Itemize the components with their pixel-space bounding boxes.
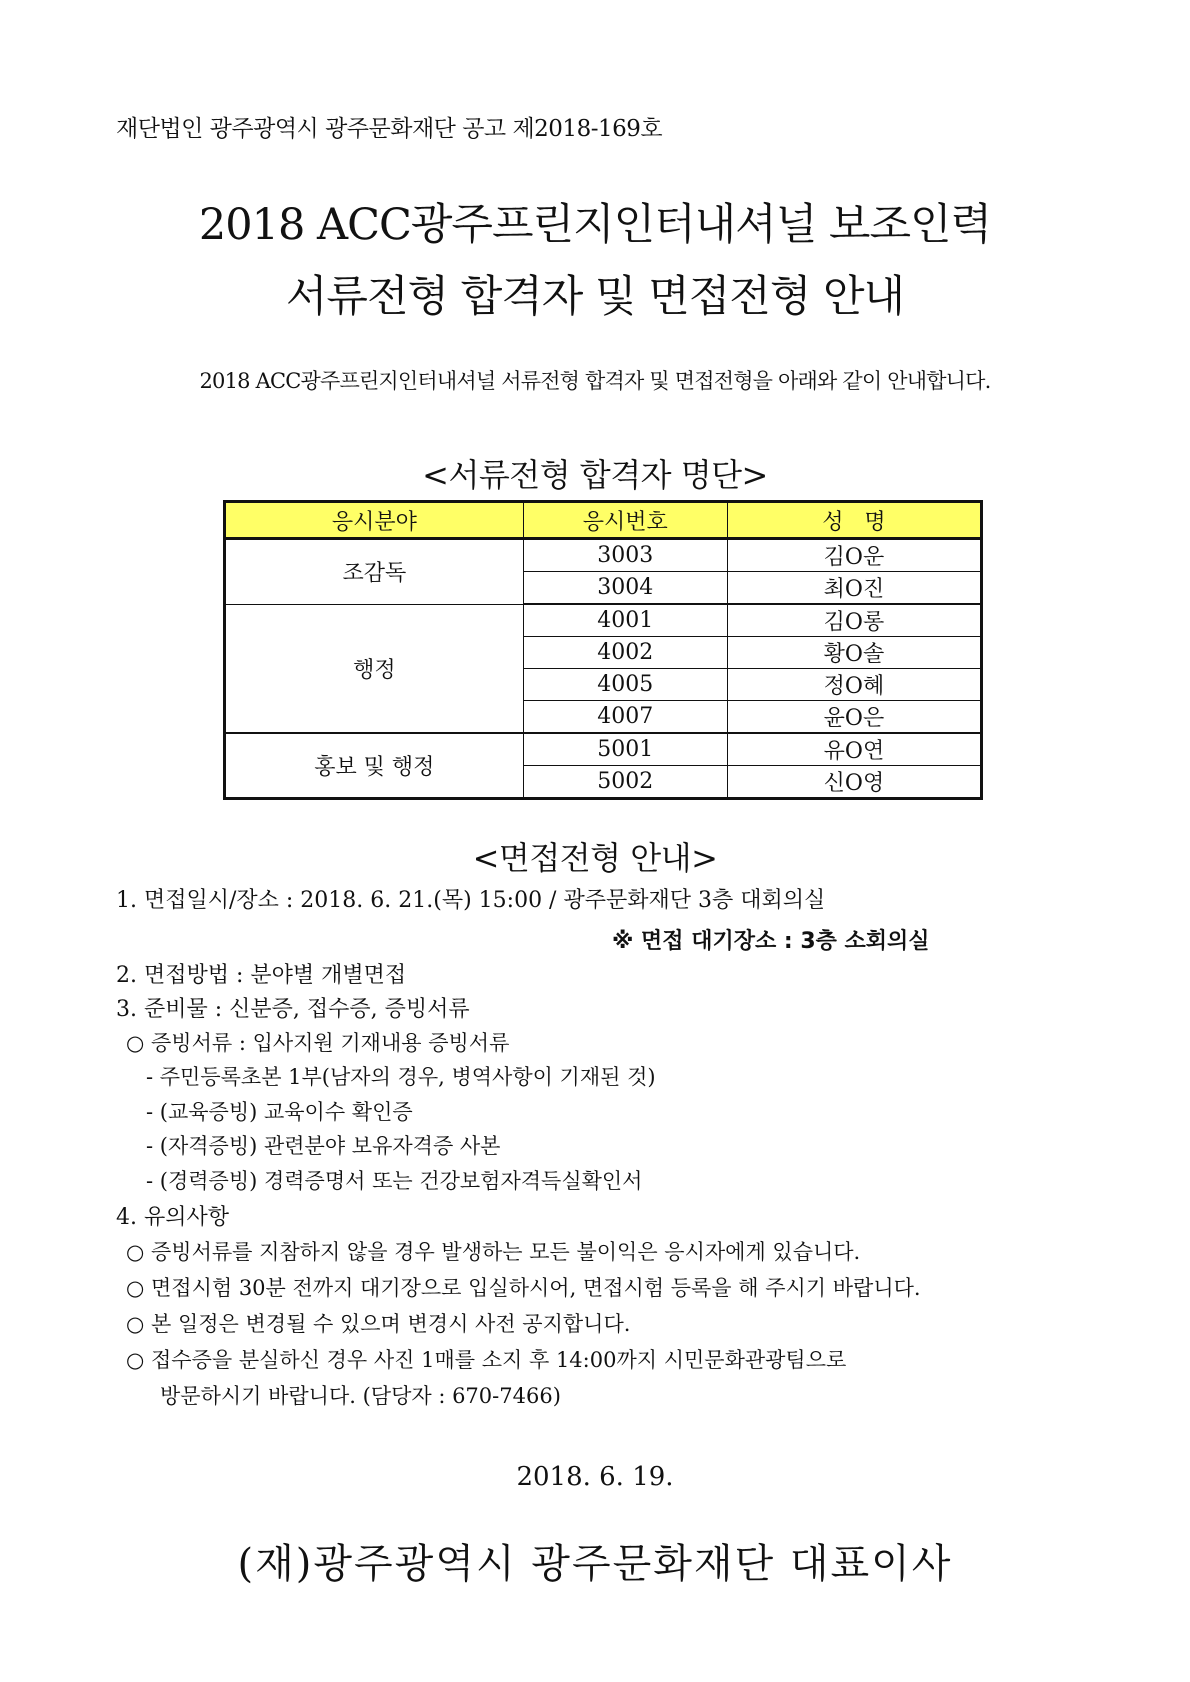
signature: (재)광주광역시 광주문화재단 대표이사 <box>237 1541 953 1587</box>
name-cell: 황O솔 <box>727 637 981 669</box>
header-field: 응시분야 <box>225 502 524 539</box>
note-3: ○ 본 일정은 변경될 수 있으며 변경시 사전 공지합니다. <box>126 1312 631 1336</box>
number-cell: 5001 <box>523 733 727 766</box>
interview-heading: <면접전형 안내> <box>472 839 718 877</box>
document-title-line-2: 서류전형 합격자 및 면접전형 안내 <box>285 272 905 322</box>
field-cell: 홍보 및 행정 <box>225 733 524 799</box>
name-cell: 최O진 <box>727 572 981 605</box>
item-notes: 4. 유의사항 <box>116 1205 229 1230</box>
number-cell: 3004 <box>523 572 727 605</box>
item-proof-docs: ○ 증빙서류 : 입사지원 기재내용 증빙서류 <box>126 1031 510 1055</box>
item-license-doc: - (자격증빙) 관련분야 보유자격증 사본 <box>146 1134 501 1158</box>
item-materials: 3. 준비물 : 신분증, 접수증, 증빙서류 <box>116 997 470 1022</box>
passer-table <box>223 500 983 800</box>
notice-date: 2018. 6. 19. <box>516 1462 674 1492</box>
item-education-doc: - (교육증빙) 교육이수 확인증 <box>146 1100 413 1124</box>
notice-number: 재단법인 광주광역시 광주문화재단 공고 제2018-169호 <box>116 116 663 142</box>
passer-list-heading: <서류전형 합격자 명단> <box>422 456 768 494</box>
note-4-cont: 방문하시기 바랍니다. (담당자 : 670-7466) <box>160 1384 561 1408</box>
number-cell: 3003 <box>523 539 727 572</box>
item-method: 2. 면접방법 : 분야별 개별면접 <box>116 963 407 988</box>
name-cell: 윤O은 <box>727 701 981 734</box>
number-cell: 4007 <box>523 701 727 734</box>
name-cell: 신O영 <box>727 766 981 799</box>
header-name: 성 명 <box>727 502 981 539</box>
table-header-row <box>225 502 982 539</box>
number-cell: 4005 <box>523 669 727 701</box>
number-cell: 4001 <box>523 604 727 637</box>
name-cell: 김O롱 <box>727 604 981 637</box>
note-1: ○ 증빙서류를 지참하지 않을 경우 발생하는 모든 불이익은 응시자에게 있습니다. <box>126 1240 861 1264</box>
name-cell: 정O혜 <box>727 669 981 701</box>
intro-text: 2018 ACC광주프린지인터내셔널 서류전형 합격자 및 면접전형을 아래와 같이 안내합니다. <box>199 369 991 393</box>
item-career-doc: - (경력증빙) 경력증명서 또는 건강보험자격득실확인서 <box>146 1169 643 1193</box>
name-cell: 김O운 <box>727 539 981 572</box>
number-cell: 4002 <box>523 637 727 669</box>
field-cell: 행정 <box>225 604 524 733</box>
note-2: ○ 면접시험 30분 전까지 대기장으로 입실하시어, 면접시험 등록을 해 주시기 바랍니다. <box>126 1276 921 1300</box>
name-cell: 유O연 <box>727 733 981 766</box>
header-number: 응시번호 <box>523 502 727 539</box>
number-cell: 5002 <box>523 766 727 799</box>
item-schedule: 1. 면접일시/장소 : 2018. 6. 21.(목) 15:00 / 광주문화재단 3층 대회의실 <box>116 888 826 913</box>
table-row <box>225 733 982 766</box>
document-title-line-1: 2018 ACC광주프린지인터내셔널 보조인력 <box>198 200 992 250</box>
table-row <box>225 604 982 637</box>
field-cell: 조감독 <box>225 539 524 605</box>
table-row <box>225 539 982 572</box>
item-resident-doc: - 주민등록초본 1부(남자의 경우, 병역사항이 기재된 것) <box>146 1065 656 1089</box>
note-4: ○ 접수증을 분실하신 경우 사진 1매를 소지 후 14:00까지 시민문화관광팀으로 <box>126 1348 847 1372</box>
waiting-room-note: ※ 면접 대기장소 : 3층 소회의실 <box>612 929 930 954</box>
